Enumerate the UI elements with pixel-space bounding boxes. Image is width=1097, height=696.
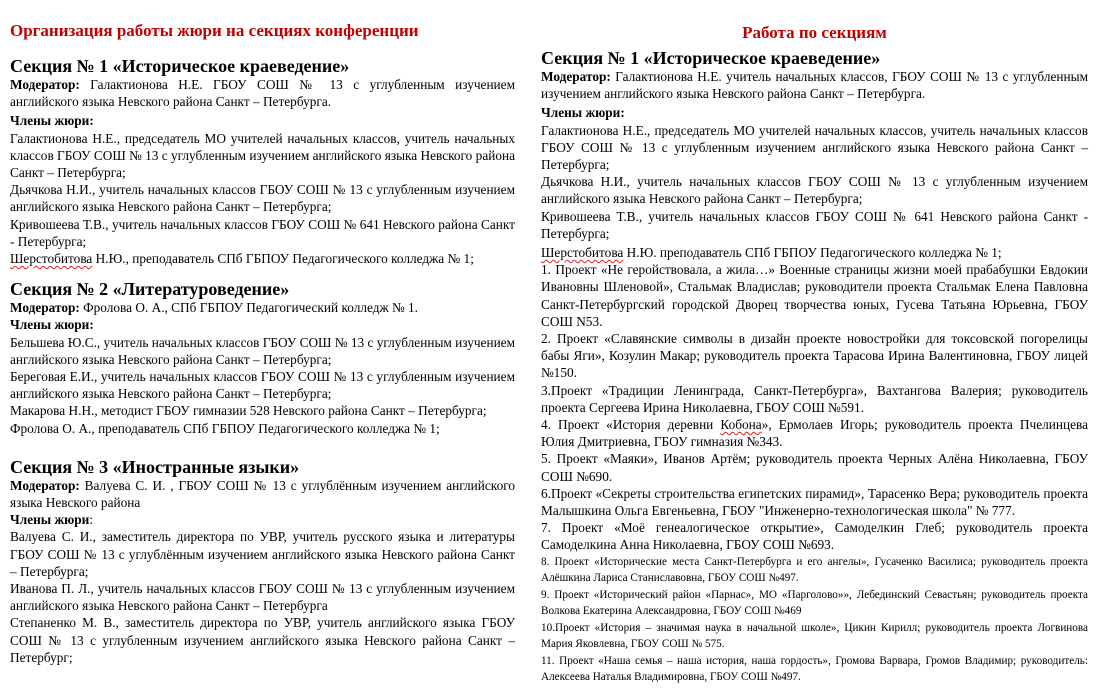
right-member: Кривошеева Т.В., учитель начальных классов ГБОУ СОШ № 641 Невского района Санкт - Петербурга; [541,208,1088,241]
project-4-start: 4. Проект «История деревни [541,417,721,433]
project-item [541,416,1088,450]
member-name-spell: Шерстобитова [541,245,624,261]
section-1-member: Дьячкова Н.И., учитель начальных классов ГБОУ СОШ № 13 с углубленным изучением английского языка Невского района Санкт – Петербурга; [10,182,515,215]
section-1-member: Галактионова Н.Е., председатель МО учителей начальных классов, учитель начальных классов ГБОУ СОШ № 13 с углубленным изучением английского языка Невского района Санкт – Петербурга; [10,130,515,181]
member-name-spell: Шерстобитова [10,251,93,267]
moderator-text: Галактионова Н.Е. учитель начальных классов, ГБОУ СОШ № 13 с углубленным изучением английского языка Невского района Санкт – Петербурга. [541,69,1088,102]
right-members-label: Члены жюри: [541,105,625,121]
members-colon: : [89,512,94,528]
section-2-member: Бельшева Ю.С., учитель начальных классов ГБОУ СОШ № 13 с углубленным изучением английского языка Невского района Санкт – Петербурга; [10,334,515,367]
section-1 [10,56,515,267]
project-item-small: 11. Проект «Наша семья – наша история, наша гордость», Громова Варвара, Громов Владимир; руководитель: Алексеева Наталья Владимировна, ГБОУ СОШ №497. [541,654,1088,684]
section-3-member: Валуева С. И., заместитель директора по УВР, учитель русского языка и литературы ГБОУ СОШ № 13 с углублённым изучением английского языка Невского района Санкт – Петербурга; [10,529,515,579]
moderator-label: Модератор: [10,77,80,92]
right-moderator [541,68,1088,102]
project-item: 2. Проект «Славянские символы в дизайн проекте новостройки для токсовской погорелицы бабы Яги», Козулин Макар; руководитель проекта Тарасова Ирина Валентиновна, ГБОУ лицей №150. [541,331,1088,381]
section-2-member: Макарова Н.Н., методист ГБОУ гимназии 528 Невского района Санкт – Петербурга; [10,403,487,419]
moderator-label: Модератор: [10,477,80,493]
section-2-member: Береговая Е.И., учитель начальных классов ГБОУ СОШ № 13 с углубленным изучением английского языка Невского района Санкт – Петербурга; [10,369,515,402]
section-1-moderator [10,76,515,110]
section-3-moderator [10,477,515,511]
moderator-text: Валуева С. И. , ГБОУ СОШ № 13 с углублённым изучением английского языка Невского района [10,477,515,511]
section-2 [10,279,515,437]
right-member: Галактионова Н.Е., председатель МО учителей начальных классов, учитель начальных классов ГБОУ СОШ № 13 с углубленным изучением английского языка Невского района Санкт – Петербурга; [541,122,1088,173]
section-1-member [10,250,515,267]
project-item: 7. Проект «Моё генеалогическое открытие», Самоделкин Глеб; руководитель проекта Самоделкина Анна Николаевна, ГБОУ СОШ №693. [541,520,1088,553]
section-1-member: Кривошеева Т.В., учитель начальных классов ГБОУ СОШ № 641 Невского района Санкт - Петербурга; [10,216,515,249]
right-main-title: Работа по секциям [742,23,887,42]
section-2-moderator [10,299,515,316]
right-flow [541,48,1088,686]
project-item: 3.Проект «Традиции Ленинграда, Санкт-Петербурга», Вахтангова Валерия; руководитель проекта Сергеева Ирина Николаевна, ГБОУ СОШ №591. [541,382,1088,415]
project-4-word: Кобона [720,417,762,433]
project-item: 6.Проект «Секреты строительства египетских пирамид», Тарасенко Вера; руководитель проекта Малышкина Ольга Евгеньевна, ГБОУ "Инженерно-технологическая школа" № 777. [541,485,1088,519]
section-2-members-label: Члены жюри: [10,317,94,333]
moderator-label: Модератор: [10,300,80,316]
section-3-members-label [10,511,515,528]
moderator-text: Фролова О. А., СПб ГБПОУ Педагогический колледж № 1. [79,300,418,316]
right-member: Дьячкова Н.И., учитель начальных классов ГБОУ СОШ № 13 с углубленным изучением английского языка Невского района Санкт – Петербурга; [541,174,1088,207]
member-rest: Н.Ю., преподаватель СПб ГБПОУ Педагогического колледжа № 1; [92,251,474,267]
section-3-member: Иванова П. Л., учитель начальных классов ГБОУ СОШ № 13 с углубленным изучением английского языка Невского района Санкт – Петербурга [10,581,515,614]
right-section-title: Секция № 1 «Историческое краеведение» [541,48,881,68]
project-item: 1. Проект «Не геройствовала, а жила…» Военные страницы жизни моей прабабушки Евдокии Ивановны Шленовой», Стальмак Владислав; руководители проекта Стальмак Елена Павловна Санкт-Петербургский городской Дворец творчества юных, Гусева Татьяна Юрьевна, ГБОУ СОШ N53. [541,262,1088,329]
project-item-small: 10.Проект «История – значимая наука в начальной школе», Цикин Кирилл; руководитель проекта Логвинова Мария Яковлевна, ГБОУ СОШ № 575. [541,621,1088,651]
project-item-small: 8. Проект «Исторические места Санкт-Петербурга и его ангелы», Гусаченко Василиса; руководитель проекта Алёшкина Лариса Станиславовна, ГБОУ СОШ №497. [541,555,1088,585]
left-main-title: Организация работы жюри на секциях конференции [10,21,419,40]
project-4-rest: », Ермолаев Игорь; руководитель проекта Пчелинцева Юлия Дмитриевна, ГБОУ гимназия №343. [541,417,1088,450]
section-2-member: Фролова О. А., преподаватель СПб ГБПОУ Педагогического колледжа № 1; [10,420,440,436]
moderator-text: Галактионова Н.Е. ГБОУ СОШ № 13 с углубленным изучением английского языка Невского района Санкт – Петербурга. [10,77,515,110]
section-3 [10,457,515,666]
moderator-label: Модератор: [541,69,611,84]
section-1-members-label: Члены жюри: [10,113,94,129]
section-3-title: Секция № 3 «Иностранные языки» [10,456,300,477]
right-member [541,244,1088,261]
left-flow [10,56,515,666]
member-rest: Н.Ю. преподаватель СПб ГБПОУ Педагогического колледжа № 1; [623,245,1002,261]
section-3-member: Степаненко М. В., заместитель директора по УВР, учитель английского языка ГБОУ СОШ № 13 с углубленным изучением английского языка Невского района Санкт – Петербург; [10,615,515,665]
project-item-small: 9. Проект «Исторический район «Парнас», МО «Парголово»», Лебединский Севастьян; руководитель проекта Волкова Екатерина Александровна, ГБОУ СОШ №469 [541,588,1088,618]
project-item: 5. Проект «Маяки», Иванов Артём; руководитель проекта Черных Алёна Николаевна, ГБОУ СОШ №690. [541,451,1088,484]
section-2-title: Секция № 2 «Литературоведение» [10,279,290,300]
section-1-title: Секция № 1 «Историческое краеведение» [10,56,350,76]
members-label: Члены жюри [10,512,90,528]
